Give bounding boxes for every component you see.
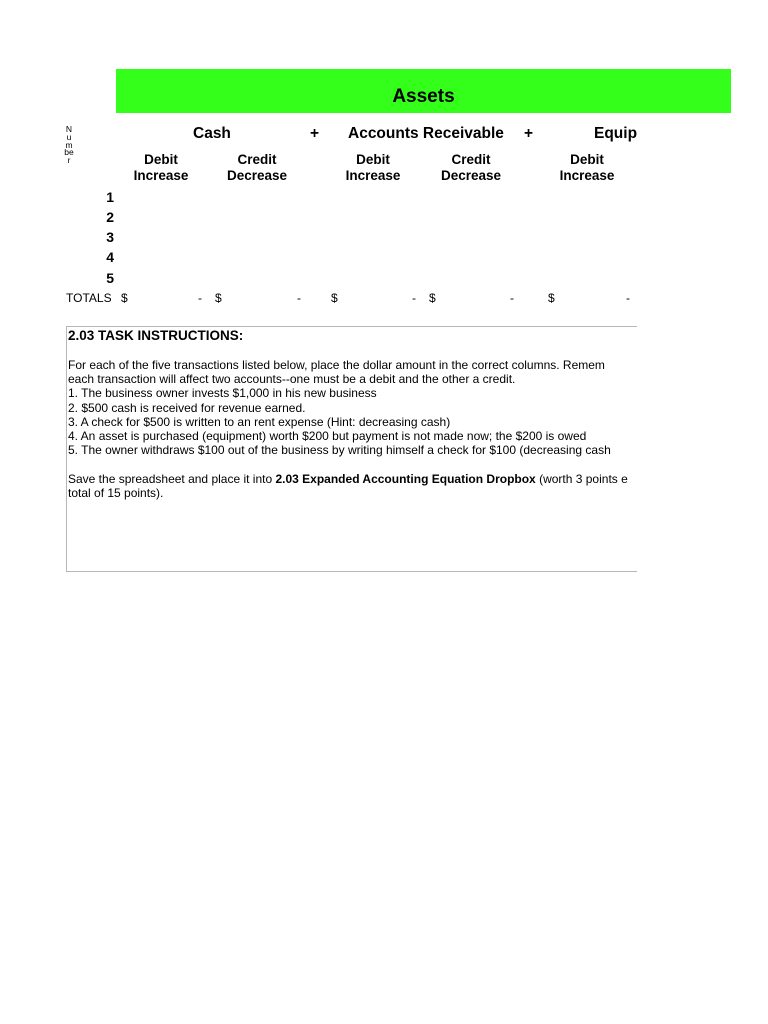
instruction-item: 4. An asset is purchased (equipment) worth $200 but payment is not made now; the $200 is owed	[68, 428, 587, 443]
ar-credit-header: Credit Decrease	[440, 152, 502, 183]
equipment-account-header: Equip	[594, 125, 637, 142]
total-value-ar-credit: -	[510, 291, 514, 305]
total-currency-ar-debit: $	[331, 291, 338, 305]
instructions-intro-line: each transaction will affect two accounts--one must be a debit and the other a credit.	[68, 372, 516, 387]
total-currency-cash-debit: $	[121, 291, 128, 305]
row-number: 1	[106, 189, 114, 205]
row-number: 5	[106, 270, 114, 286]
cash-account-header: Cash	[193, 125, 231, 142]
plus-sign-1: +	[310, 125, 320, 142]
save-instruction-line-2: total of 15 points).	[68, 485, 164, 500]
number-column-label: Number	[64, 124, 74, 166]
instruction-item: 3. A check for $500 is written to an rent expense (Hint: decreasing cash)	[68, 414, 451, 429]
row-number: 2	[106, 209, 114, 225]
cash-debit-header: Debit Increase	[133, 152, 189, 183]
cash-credit-header: Credit Decrease	[226, 152, 288, 183]
row-number: 4	[106, 249, 114, 265]
assets-header-title: Assets	[392, 86, 455, 107]
total-value-cash-debit: -	[198, 291, 202, 305]
total-currency-cash-credit: $	[215, 291, 222, 305]
instructions-title: 2.03 TASK INSTRUCTIONS:	[68, 328, 244, 343]
total-currency-equip-debit: $	[548, 291, 555, 305]
ar-debit-header: Debit Increase	[345, 152, 401, 183]
total-currency-ar-credit: $	[429, 291, 436, 305]
instructions-intro-line: For each of the five transactions listed below, place the dollar amount in the correct columns. Remem	[68, 358, 605, 372]
total-value-cash-credit: -	[297, 291, 301, 305]
total-value-equip-debit: -	[626, 291, 630, 305]
equip-debit-header: Debit Increase	[559, 152, 615, 183]
instruction-item: 1. The business owner invests $1,000 in his new business	[68, 386, 377, 401]
instruction-item: 2. $500 cash is received for revenue earned.	[68, 400, 306, 415]
accounts-receivable-header: Accounts Receivable	[348, 125, 504, 142]
total-value-ar-debit: -	[412, 291, 416, 305]
dropbox-name: 2.03 Expanded Accounting Equation Dropbox	[275, 471, 536, 486]
totals-label: TOTALS	[66, 291, 112, 305]
plus-sign-2: +	[524, 125, 534, 142]
instructions-body	[68, 358, 628, 500]
instruction-item: 5. The owner withdraws $100 out of the business by writing himself a check for $100 (decreasing cash	[68, 443, 611, 458]
spacer	[68, 457, 628, 471]
save-instruction-line: Save the spreadsheet and place it into 2.03 Expanded Accounting Equation Dropbox (worth 3 points e	[68, 471, 628, 486]
row-number: 3	[106, 229, 114, 245]
